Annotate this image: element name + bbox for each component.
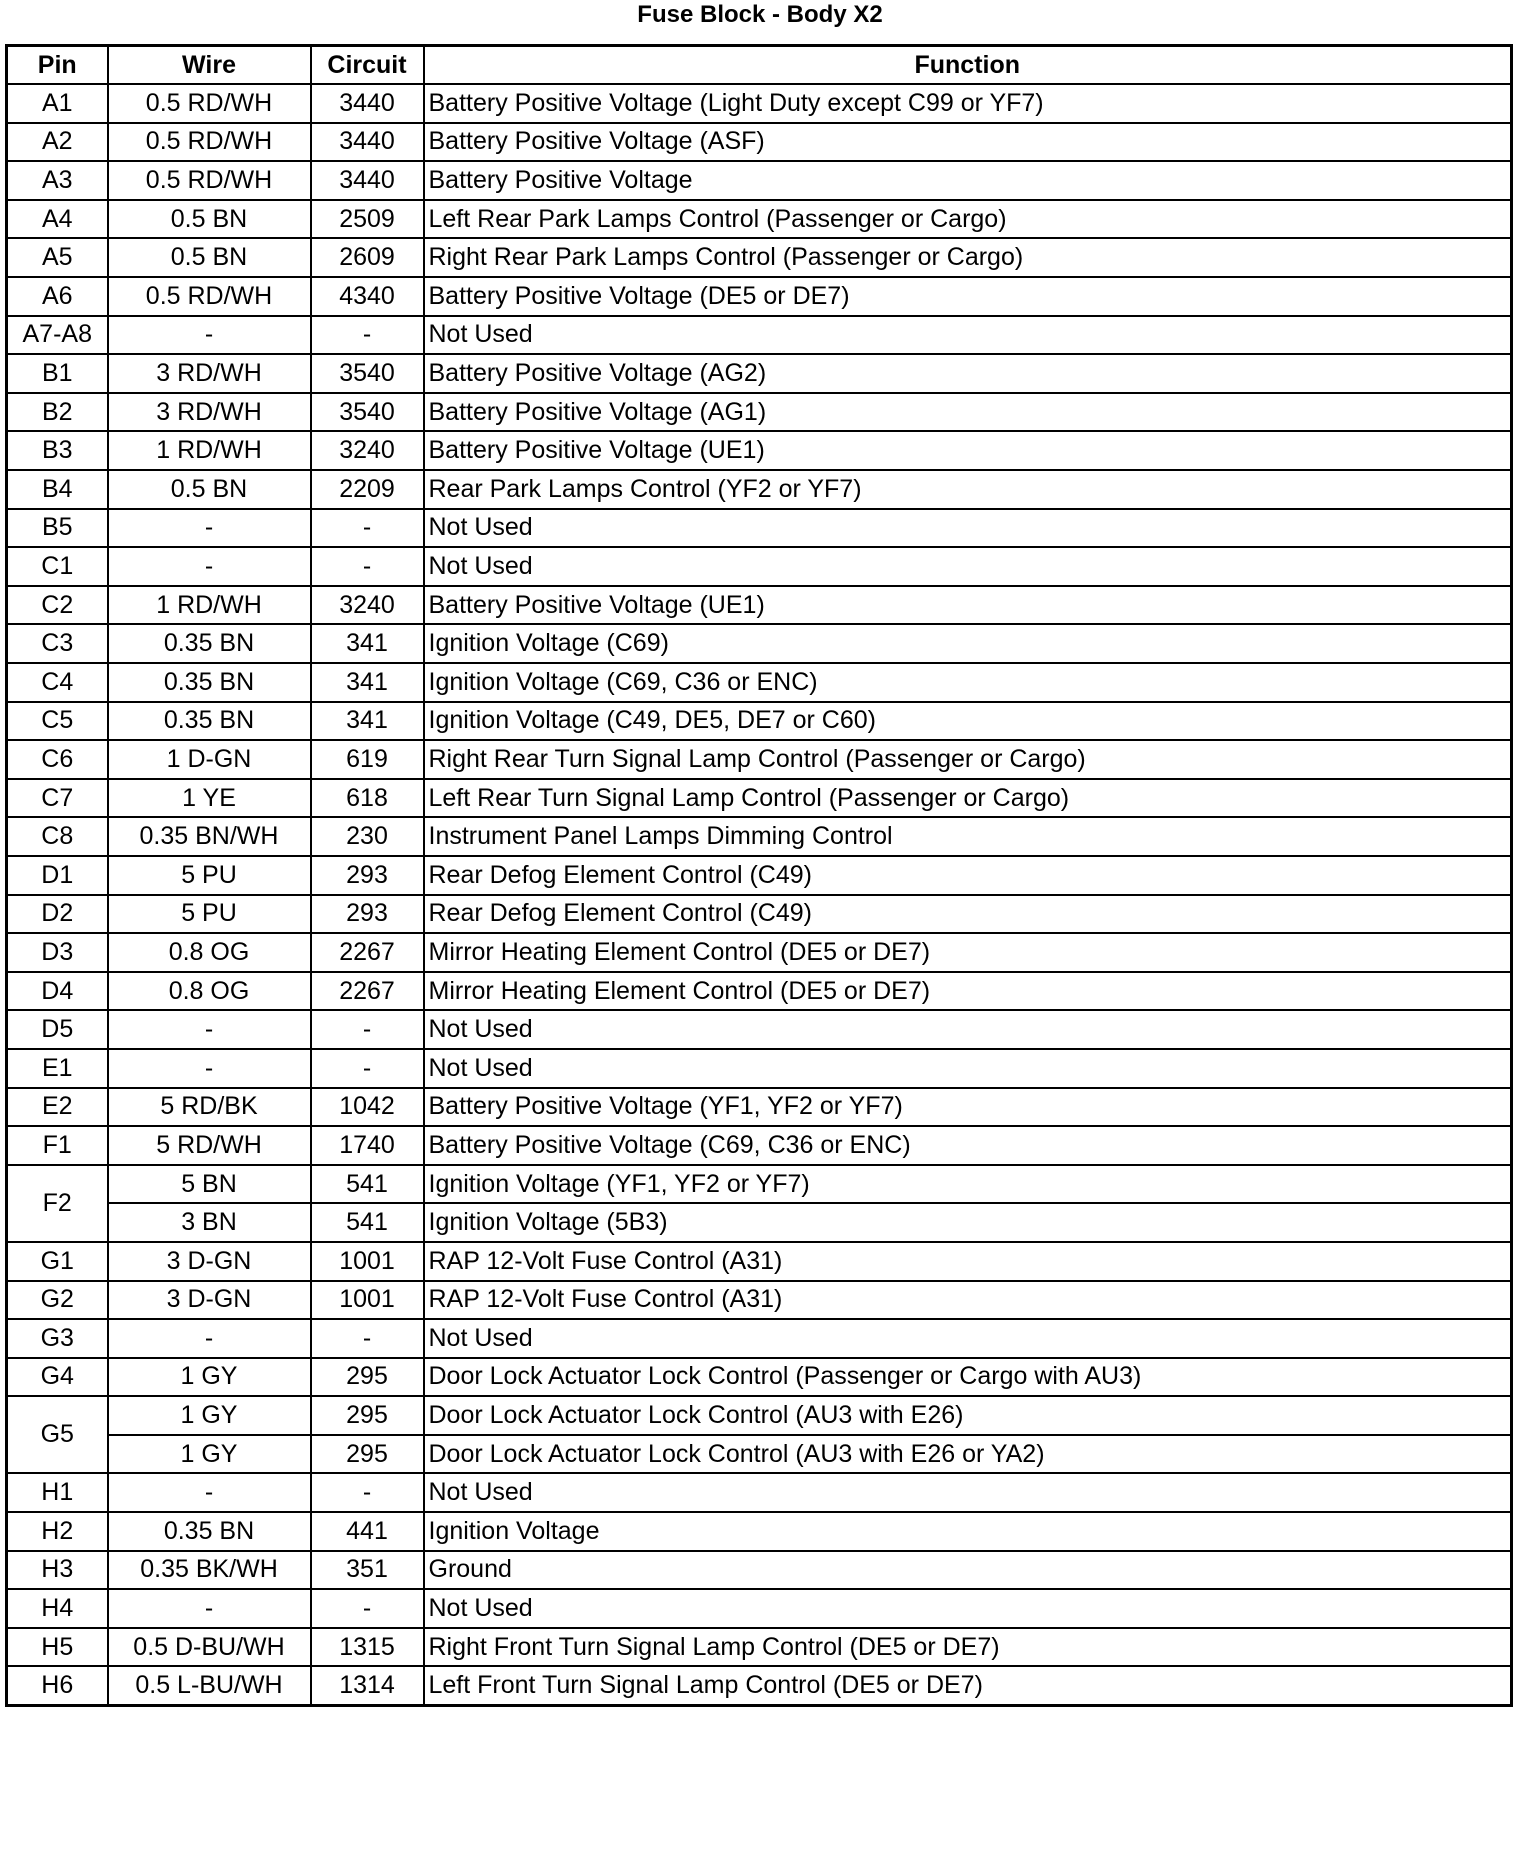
pin-cell: B2 [7,393,108,432]
table-row [7,1473,1512,1512]
pin-cell: D3 [7,933,108,972]
circuit-column-header: Circuit [311,46,424,85]
wire-cell: 0.8 OG [108,972,311,1011]
function-cell: Battery Positive Voltage (YF1, YF2 or YF7) [424,1088,1512,1127]
wire-cell: 1 YE [108,779,311,818]
function-cell: Rear Defog Element Control (C49) [424,856,1512,895]
table-row [7,1088,1512,1127]
function-cell: Mirror Heating Element Control (DE5 or DE7) [424,933,1512,972]
pin-cell: B3 [7,431,108,470]
table-row [7,740,1512,779]
wire-cell: 5 BN [108,1165,311,1204]
table-row [7,817,1512,856]
table-row [7,856,1512,895]
pin-cell: A1 [7,84,108,123]
function-cell: Battery Positive Voltage [424,161,1512,200]
pin-cell: H1 [7,1473,108,1512]
circuit-cell: 1001 [311,1281,424,1320]
table-row [7,200,1512,239]
wire-cell: - [108,316,311,355]
function-cell: Ignition Voltage (C49, DE5, DE7 or C60) [424,702,1512,741]
circuit-cell: 3540 [311,354,424,393]
table-row [7,1628,1512,1667]
pin-cell: G2 [7,1281,108,1320]
table-row [7,1358,1512,1397]
pin-cell: F1 [7,1126,108,1165]
wire-cell: - [108,1473,311,1512]
table-row [7,586,1512,625]
circuit-cell: 3240 [311,586,424,625]
wire-cell: - [108,1010,311,1049]
wire-cell: - [108,509,311,548]
circuit-cell: 1315 [311,1628,424,1667]
function-cell: Not Used [424,1319,1512,1358]
table-row [7,1203,1512,1242]
pin-cell: D5 [7,1010,108,1049]
table-row [7,663,1512,702]
wire-cell: 5 RD/BK [108,1088,311,1127]
wire-cell: 0.35 BN [108,1512,311,1551]
pin-cell: C3 [7,624,108,663]
table-row [7,470,1512,509]
wire-cell: 1 D-GN [108,740,311,779]
pin-cell: A3 [7,161,108,200]
pinout-table [5,44,1513,1707]
wire-cell: 0.8 OG [108,933,311,972]
wire-cell: 1 RD/WH [108,431,311,470]
table-row [7,393,1512,432]
page-title: Fuse Block - Body X2 [637,1,883,28]
circuit-cell: 295 [311,1358,424,1397]
pin-cell: H3 [7,1551,108,1590]
pin-cell: B1 [7,354,108,393]
function-cell: Not Used [424,547,1512,586]
function-cell: Rear Park Lamps Control (YF2 or YF7) [424,470,1512,509]
function-cell: Not Used [424,1589,1512,1628]
pin-cell: H4 [7,1589,108,1628]
wire-cell: 5 PU [108,895,311,934]
function-cell: Not Used [424,316,1512,355]
wire-cell: 1 GY [108,1358,311,1397]
wire-cell: 1 GY [108,1396,311,1435]
wire-cell: 0.35 BN/WH [108,817,311,856]
function-column-header: Function [424,46,1512,85]
circuit-cell: - [311,1319,424,1358]
table-row [7,1049,1512,1088]
pin-cell: H5 [7,1628,108,1667]
table-row [7,277,1512,316]
pin-cell: A4 [7,200,108,239]
pin-column-header: Pin [7,46,108,85]
pin-cell: C5 [7,702,108,741]
table-row [7,354,1512,393]
pin-cell: G4 [7,1358,108,1397]
circuit-cell: 441 [311,1512,424,1551]
circuit-cell: 3240 [311,431,424,470]
circuit-cell: 618 [311,779,424,818]
circuit-cell: 295 [311,1396,424,1435]
circuit-cell: 230 [311,817,424,856]
table-row [7,933,1512,972]
pin-cell: G5 [7,1396,108,1473]
function-cell: Ignition Voltage (YF1, YF2 or YF7) [424,1165,1512,1204]
wire-cell: 3 D-GN [108,1242,311,1281]
pin-cell: F2 [7,1165,108,1242]
function-cell: Battery Positive Voltage (DE5 or DE7) [424,277,1512,316]
pin-cell: H6 [7,1666,108,1705]
function-cell: Battery Positive Voltage (AG1) [424,393,1512,432]
function-cell: Ignition Voltage [424,1512,1512,1551]
function-cell: Right Rear Turn Signal Lamp Control (Passenger or Cargo) [424,740,1512,779]
table-body [7,84,1512,1705]
table-row [7,1396,1512,1435]
pin-cell: D2 [7,895,108,934]
pin-cell: A2 [7,123,108,162]
pin-cell: E2 [7,1088,108,1127]
table-row [7,779,1512,818]
wire-cell: 0.5 L-BU/WH [108,1666,311,1705]
function-cell: RAP 12-Volt Fuse Control (A31) [424,1242,1512,1281]
table-row [7,1281,1512,1320]
function-cell: Instrument Panel Lamps Dimming Control [424,817,1512,856]
wire-cell: 3 RD/WH [108,393,311,432]
function-cell: Not Used [424,1010,1512,1049]
circuit-cell: 295 [311,1435,424,1474]
function-cell: RAP 12-Volt Fuse Control (A31) [424,1281,1512,1320]
function-cell: Battery Positive Voltage (C69, C36 or ENC) [424,1126,1512,1165]
wire-cell: 0.5 RD/WH [108,277,311,316]
circuit-cell: 2609 [311,238,424,277]
table-row [7,123,1512,162]
wire-cell: 5 PU [108,856,311,895]
circuit-cell: 341 [311,702,424,741]
function-cell: Battery Positive Voltage (UE1) [424,586,1512,625]
circuit-cell: 2267 [311,933,424,972]
function-cell: Not Used [424,509,1512,548]
wire-cell: - [108,547,311,586]
circuit-cell: 1740 [311,1126,424,1165]
table-row [7,161,1512,200]
circuit-cell: - [311,1473,424,1512]
circuit-cell: 1314 [311,1666,424,1705]
wire-column-header: Wire [108,46,311,85]
wire-cell: 0.5 BN [108,238,311,277]
wire-cell: 5 RD/WH [108,1126,311,1165]
function-cell: Not Used [424,1049,1512,1088]
wire-cell: 0.5 RD/WH [108,84,311,123]
circuit-cell: 293 [311,856,424,895]
pin-cell: B5 [7,509,108,548]
wire-cell: - [108,1589,311,1628]
function-cell: Battery Positive Voltage (UE1) [424,431,1512,470]
circuit-cell: 2509 [311,200,424,239]
table-header-row [7,46,1512,85]
circuit-cell: 2267 [311,972,424,1011]
wire-cell: 0.35 BN [108,702,311,741]
circuit-cell: 351 [311,1551,424,1590]
circuit-cell: 3440 [311,161,424,200]
table-row [7,547,1512,586]
wire-cell: - [108,1049,311,1088]
wire-cell: 3 BN [108,1203,311,1242]
table-row [7,509,1512,548]
wire-cell: 0.5 D-BU/WH [108,1628,311,1667]
function-cell: Left Rear Turn Signal Lamp Control (Passenger or Cargo) [424,779,1512,818]
pin-cell: C6 [7,740,108,779]
function-cell: Door Lock Actuator Lock Control (AU3 with E26) [424,1396,1512,1435]
function-cell: Ignition Voltage (C69) [424,624,1512,663]
circuit-cell: 341 [311,624,424,663]
table-row [7,431,1512,470]
table-row [7,895,1512,934]
pin-cell: H2 [7,1512,108,1551]
table-row [7,84,1512,123]
circuit-cell: - [311,547,424,586]
function-cell: Rear Defog Element Control (C49) [424,895,1512,934]
pin-cell: C1 [7,547,108,586]
circuit-cell: - [311,1589,424,1628]
wire-cell: 0.35 BK/WH [108,1551,311,1590]
table-row [7,1435,1512,1474]
function-cell: Left Rear Park Lamps Control (Passenger or Cargo) [424,200,1512,239]
wire-cell: 3 RD/WH [108,354,311,393]
table-row [7,1589,1512,1628]
circuit-cell: - [311,316,424,355]
circuit-cell: - [311,1049,424,1088]
circuit-cell: 619 [311,740,424,779]
table-row [7,1242,1512,1281]
table-row [7,1010,1512,1049]
circuit-cell: - [311,1010,424,1049]
wire-cell: 0.35 BN [108,663,311,702]
pin-cell: G1 [7,1242,108,1281]
wire-cell: 0.35 BN [108,624,311,663]
circuit-cell: - [311,509,424,548]
pin-cell: C4 [7,663,108,702]
table-row [7,1551,1512,1590]
pin-cell: A7-A8 [7,316,108,355]
pin-cell: D1 [7,856,108,895]
table-row [7,1512,1512,1551]
function-cell: Ground [424,1551,1512,1590]
table-row [7,624,1512,663]
wire-cell: - [108,1319,311,1358]
function-cell: Door Lock Actuator Lock Control (Passenger or Cargo with AU3) [424,1358,1512,1397]
pin-cell: C8 [7,817,108,856]
circuit-cell: 1042 [311,1088,424,1127]
table-row [7,702,1512,741]
circuit-cell: 3540 [311,393,424,432]
pin-cell: E1 [7,1049,108,1088]
circuit-cell: 4340 [311,277,424,316]
function-cell: Right Front Turn Signal Lamp Control (DE5 or DE7) [424,1628,1512,1667]
function-cell: Door Lock Actuator Lock Control (AU3 with E26 or YA2) [424,1435,1512,1474]
table-row [7,1126,1512,1165]
circuit-cell: 541 [311,1203,424,1242]
pin-cell: D4 [7,972,108,1011]
table-row [7,1319,1512,1358]
circuit-cell: 2209 [311,470,424,509]
circuit-cell: 3440 [311,123,424,162]
table-row [7,972,1512,1011]
pin-cell: B4 [7,470,108,509]
wire-cell: 1 GY [108,1435,311,1474]
circuit-cell: 1001 [311,1242,424,1281]
table-row [7,238,1512,277]
pin-cell: C7 [7,779,108,818]
function-cell: Right Rear Park Lamps Control (Passenger or Cargo) [424,238,1512,277]
wire-cell: 0.5 RD/WH [108,123,311,162]
function-cell: Mirror Heating Element Control (DE5 or DE7) [424,972,1512,1011]
wire-cell: 0.5 BN [108,200,311,239]
function-cell: Ignition Voltage (5B3) [424,1203,1512,1242]
pin-cell: A5 [7,238,108,277]
function-cell: Battery Positive Voltage (AG2) [424,354,1512,393]
circuit-cell: 341 [311,663,424,702]
wire-cell: 0.5 RD/WH [108,161,311,200]
function-cell: Battery Positive Voltage (ASF) [424,123,1512,162]
table-row [7,1666,1512,1705]
table-row [7,1165,1512,1204]
wire-cell: 0.5 BN [108,470,311,509]
circuit-cell: 541 [311,1165,424,1204]
pin-cell: C2 [7,586,108,625]
pin-cell: A6 [7,277,108,316]
table-row [7,316,1512,355]
circuit-cell: 293 [311,895,424,934]
wire-cell: 3 D-GN [108,1281,311,1320]
function-cell: Battery Positive Voltage (Light Duty except C99 or YF7) [424,84,1512,123]
pin-cell: G3 [7,1319,108,1358]
function-cell: Not Used [424,1473,1512,1512]
function-cell: Left Front Turn Signal Lamp Control (DE5 or DE7) [424,1666,1512,1705]
circuit-cell: 3440 [311,84,424,123]
function-cell: Ignition Voltage (C69, C36 or ENC) [424,663,1512,702]
wire-cell: 1 RD/WH [108,586,311,625]
